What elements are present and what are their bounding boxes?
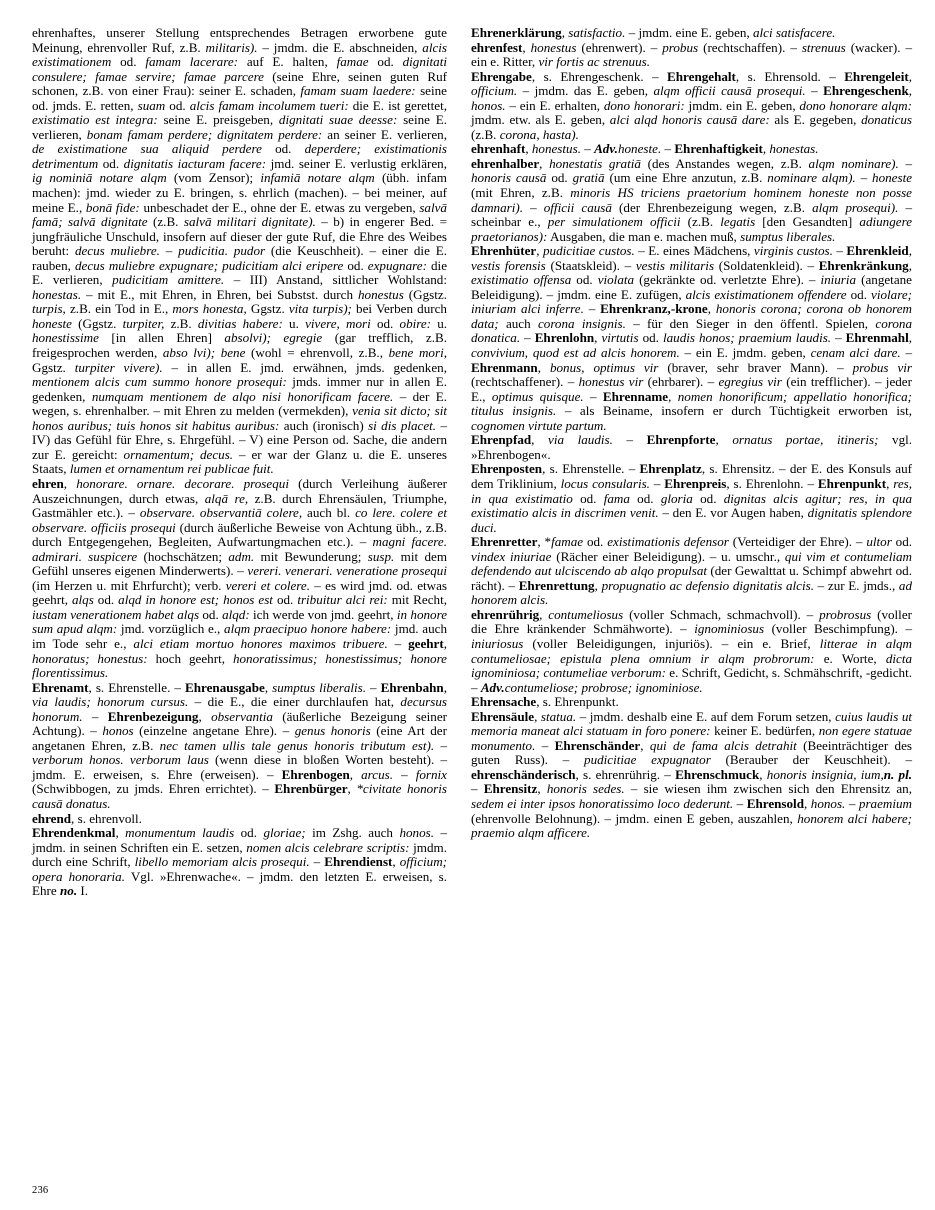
dictionary-entry: ehren, honorare. ornare. decorare. prosequi (durch Verleihung äußerer Auszeichnungen, durch etwas, alqā re, z.B. durch Ehrensäulen, Triumphe, Gastmähler etc.). – observare. observantiā colere, auch bl. co lere. colere et observare. officiis prosequi (durch äußerliche Beweise von Achtung übh., z.B. durch Entgegengehen, Begleiten, Aufwartungmachen etc.). – magni facere. admirari. suspicere (hochschätzen; adm. mit Bewunderung; susp. mit dem Gefühl unseres eigenen Minderwerts). – vereri. venerari. veneratione prosequi (im Herzen u. mit Ehrfurcht); verb. vereri et colere. – es wird jmd. od. etwas geehrt, alqs od. alqd in honore est; honos est od. tribuitur alci rei: mit Recht, iustam venerationem habet alqs od. alqd: ich werde von jmd. geehrt, in honore sum apud alqm: jmd. vorzüglich e., alqm praecipuo honore habere: jmd. auch im Tode sehr e., alci etiam mortuo honores maximos tribuere. – geehrt, honoratus; honestus: hoch geehrt, honoratissimus; honestissimus; honore florentissimus. [32, 475, 448, 681]
dictionary-entry: Ehrensache, s. Ehrenpunkt. [471, 694, 619, 710]
dictionary-entry: Ehrenposten, s. Ehrenstelle. – Ehrenplatz, s. Ehrensitz. – der E. des Konsuls auf dem Triklinium, locus consularis. – Ehrenpreis, s. Ehrenlohn. – Ehrenpunkt, res, in qua existimatio od. fama od. gloria od. dignitas alcis agitur; res, in qua existimatio alcis in discrimen venit. – den E. vor Augen haben, dignitatis splendore duci. [471, 461, 913, 535]
two-column-layout [32, 25, 913, 899]
dictionary-entry: ehrenhaft, honestus. – Adv.honeste. – Ehrenhaftigkeit, honestas. [471, 141, 819, 157]
dictionary-entry: Ehrenamt, s. Ehrenstelle. – Ehrenausgabe, sumptus liberalis. – Ehrenbahn, via laudis; honorum cursus. – die E., die einer durchlaufen hat, decursus honorum. – Ehrenbezeigung, observantia (äußerliche Bezeigung seiner Achtung). – honos (einzelne angetane Ehre). – genus honoris (eine Art der angetanen Ehren, z.B. nec tamen ullis tale genus honoris tributum est). – verborum honos. verborum laus (wenn diese in bloßen Worten besteht). – jmdm. E. erweisen, s. Ehre (erweisen). – Ehrenbogen, arcus. – fornix (Schwibbogen, zu jmds. Ehren errichtet). – Ehrenbürger, *civitate honoris causā donatus. [32, 679, 448, 811]
dictionary-entry: ehrenhalber, honestatis gratiā (des Anstandes wegen, z.B. alqm nominare). – honoris causā od. gratiā (um eine Ehre anzutun, z.B. nominare alqm). – honeste (mit Ehren, z.B. minoris HS triciens praetorium hominem honeste non posse damnari). – officii causā (der Ehrenbezeigung wegen, z.B. alqm prosequi). – scheinbar e., per simulationem officii (z.B. legatis [den Gesandten] adiungere praetorianos): Ausgaben, die man e. machen muß, sumptus liberales. [471, 155, 913, 244]
left-column [32, 26, 447, 899]
dictionary-entry: Ehrendenkmal, monumentum laudis od. gloriae; im Zshg. auch honos. – jmdm. in seinen Schriften ein E. setzen, nomen alcis celebrare scriptis: jmdm. durch eine Schrift, libello memoriam alcis prosequi. – Ehrendienst, officium; opera honoraria. Vgl. »Ehrenwache«. – jmdm. den letzten E. erweisen, s. Ehre no. I. [32, 825, 448, 899]
dictionary-entry: ehrenfest, honestus (ehrenwert). – probus (rechtschaffen). – strenuus (wacker). – ein e. Ritter, vir fortis ac strenuus. [471, 39, 912, 70]
dictionary-entry: Ehrenpfad, via laudis. – Ehrenpforte, ornatus portae, itineris; vgl. »Ehrenbogen«. [471, 432, 913, 462]
page-number: 236 [32, 1185, 49, 1196]
dictionary-entry: ehrend, s. ehrenvoll. [32, 810, 142, 826]
dictionary-entry: Ehrenretter, *famae od. existimationis defensor (Verteidiger der Ehre). – ultor od. vindex iniuriae (Rächer einer Beleidigung). – u. umschr., qui vim et contumeliam defendendo aut ulciscendo ab alqo propulsat (der Gewalttat u. Schimpf abwehrt od. rächt). – Ehrenrettung, propugnatio ac defensio dignitatis alcis. – zur E. jmds., ad honorem alcis. [471, 534, 913, 608]
dictionary-entry: ehrenhaftes, unserer Stellung entsprechendes Betragen erworbene gute Meinung, ehrenvoller Ruf, z.B. militaris). – jmdm. die E. abschneiden, alcis existimationem od. famam lacerare: auf E. halten, famae od. dignitati consulere; famae servire; famae parcere (seine Ehre, seinen guten Ruf schonen, z.B. von einer Frau): seiner E. schaden, famam suam laedere: seine od. jmds. E. retten, suam od. alcis famam incolumem tueri: die E. ist gerettet, existimatio est integra: seine E. preisgeben, dignitati suae deesse: seine E. verlieren, bonam famam perdere; dignitatem perdere: an seiner E. verlieren, de existimatione sua aliquid perdere od. deperdere; existimationis detrimentum od. dignitatis iacturam facere: jmd. seiner E. verlustig erklären, ig nominiā notare alqm (vom Zensor); infamiā notare alqm (übh. infam machen): jmd. wieder zu E. bringen, s. ehrlich (machen). – bei meiner, auf meine E., bonā fide: unbeschadet der E., ohne der E. etwas zu vergeben, salvā famā; salvā dignitate (z.B. salvā militari dignitate). – b) in engerer Bed. = jungfräuliche Unschuld, insofern auf dieser der gute Ruf, die Ehre des Weibes beruht: decus muliebre. – pudicitia. pudor (die Keuschheit). – einer die E. rauben, decus muliebre expugnare; pudicitiam alci eripere od. expugnare: die E. verlieren, pudicitiam amittere. – III) Anstand, sittlicher Wohlstand: honestas. – mit E., mit Ehren, in Ehren, bei Substst. durch honestus (Ggstz. turpis, z.B. ein Tod in E., mors honesta, Ggstz. vita turpis); bei Verben durch honeste (Ggstz. turpiter, z.B. divitias habere: u. vivere, mori od. obire: u. honestissime [in allen Ehren] absolvi); egregie (gar trefflich, z.B. freigesprochen werden, abso lvi); bene (wohl = ehrenvoll, z.B., bene mori, Ggstz. turpiter vivere). – in allen E. jmd. erwähnen, jmds. gedenken, mentionem alcis cum summo honore prosequi: jmds. immer nur in allen E. gedenken, numquam mentionem de alqo nisi honorificam facere. – der E. wegen, s. ehrenhalber. – mit Ehren zu melden (vermekden), venia sit dicto; sit honos auribus; tuis honos sit habitus auribus: auch (ironisch) si dis placet. – IV) das Gefühl für Ehre, s. Ehrgefühl. – V) eine Person od. Sache, die andern zur E. gereicht: ornamentum; decus. – er war der Glanz u. die E. unseres Staats, lumen et ornamentum rei publicae fuit. [32, 25, 448, 477]
dictionary-entry: Ehrensäule, statua. – jmdm. deshalb eine E. auf dem Forum setzen, cuius laudis ut memoria maneat alci statuam in foro ponere: keiner E. bedürfen, non egere statuae monumento. – Ehrenschänder, qui de fama alcis detrahit (Beeinträchtiger des guten Russ). – pudicitiae expugnator (Berauber der Keuschheit). – ehrenschänderisch, s. ehrenrührig. – Ehrenschmuck, honoris insignia, ium,n. pl. – Ehrensitz, honoris sedes. – sie wiesen ihm zwischen sich den Ehrensitz an, sedem ei inter ipsos honoratissimo loco dederunt. – Ehrensold, honos. – praemium (ehrenvolle Belohnung). – jmdm. einen E geben, auszahlen, honorem alci habere; praemio alqm afficere. [471, 708, 913, 841]
dictionary-entry: Ehrenerklärung, satisfactio. – jmdm. eine E. geben, alci satisfacere. [471, 25, 836, 40]
dictionary-entry: Ehrengabe, s. Ehrengeschenk. – Ehrengehalt, s. Ehrensold. – Ehrengeleit, officium. – jmdm. das E. geben, alqm officii causā prosequi. – Ehrengeschenk, honos. – ein E. erhalten, dono honorari: jmdm. ein E. geben, dono honorare alqm: jmdm. etw. als E. geben, alci alqd honoris causā dare: als E. gegeben, donaticus (z.B. corona, hasta). [471, 68, 913, 142]
dictionary-entry: ehrenrührig, contumeliosus (voller Schmach, schmachvoll). – probrosus (voller die Ehre kränkender Schmähworte). – ignominiosus (voller Beschimpfung). – iniuriosus (voller Beleidigungen, injuriös). – ein e. Brief, litterae in alqm contumeliosae; epistula plena omnium ir alqm probrorum: e. Worte, dicta ignominiosa; contumeliae verborum: e. Schrift, Gedicht, s. Schmähschrift, -gedicht. – Adv.contumeliose; probrose; ignominiose. [471, 606, 913, 695]
right-column [471, 26, 912, 841]
dictionary-entry: Ehrenhüter, pudicitiae custos. – E. eines Mädchens, virginis custos. – Ehrenkleid, vestis forensis (Staatskleid). – vestis militaris (Soldatenkleid). – Ehrenkränkung, existimatio offensa od. violata (gekränkte od. verletzte Ehre). – iniuria (angetane Beleidigung). – jmdm. eine E. zufügen, alcis existimationem offendere od. violare; iniuriam alci inferre. – Ehrenkranz,-krone, honoris corona; corona ob honorem data; auch corona insignis. – für den Sieger in den öffentl. Spielen, corona donatica. – Ehrenlohn, virtutis od. laudis honos; praemium laudis. – Ehrenmahl, convivium, quod est ad alcis honorem. – ein E. jmdm. geben, cenam alci dare. – Ehrenmann, bonus, optimus vir (braver, sehr braver Mann). – probus vir (rechtschaffener). – honestus vir (ehrbarer). – egregius vir (ein trefflicher). – jeder E., optimus quisque. – Ehrenname, nomen honorificum; appellatio honorifica; titulus insignis. – als Beiname, insofern er durch Tüchtigkeit erworben ist, cognomen virtute partum. [471, 243, 913, 433]
